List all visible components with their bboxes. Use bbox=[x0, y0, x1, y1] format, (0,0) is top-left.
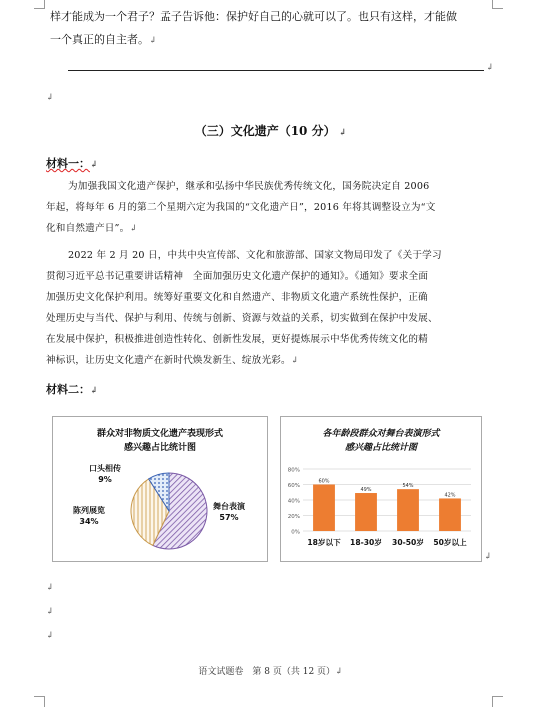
paragraph-mark: ↲ bbox=[486, 63, 494, 73]
bar-category-label: 50岁以上 bbox=[433, 538, 467, 547]
paragraph-mark: ↲ bbox=[46, 93, 54, 103]
paragraph-mark: ↲ bbox=[46, 631, 54, 641]
bar-y-tick-label: 0% bbox=[291, 529, 300, 536]
page-corner-mark bbox=[492, 0, 503, 9]
paragraph-line: 加强历史文化保护利用。统筹好重要文化和自然遗产、非物质文化遗产系统性保护，正确 bbox=[46, 292, 428, 303]
paragraph-mark: ↲ bbox=[335, 128, 347, 138]
bar-y-tick-label: 20% bbox=[287, 514, 300, 520]
paragraph-line-text: 神标识，让历史文化遗产在新时代焕发新生、绽放光彩。 bbox=[46, 355, 291, 366]
pie-label-value: 9% bbox=[98, 475, 112, 484]
pie-chart-frame bbox=[52, 416, 268, 562]
paragraph-mark: ↲ bbox=[290, 356, 299, 366]
paragraph-mark: ↲ bbox=[484, 552, 492, 562]
bar-y-tick-label: 40% bbox=[287, 498, 300, 505]
pie-label-stage bbox=[213, 501, 245, 523]
bar-value-label: 54% bbox=[402, 483, 414, 490]
paragraph-line bbox=[46, 218, 506, 240]
pie-chart bbox=[53, 417, 267, 561]
bar bbox=[313, 485, 335, 532]
answer-line bbox=[68, 70, 484, 71]
bar-value-label: 42% bbox=[444, 492, 456, 499]
material-1-paragraph-2 bbox=[46, 245, 506, 372]
material-2-label-text: 材料二： bbox=[46, 383, 90, 396]
bar-chart bbox=[281, 417, 481, 561]
paragraph-mark: ↲ bbox=[129, 224, 138, 234]
material-2-label bbox=[46, 381, 98, 397]
page-corner-mark bbox=[34, 0, 45, 9]
page-corner-mark bbox=[492, 696, 503, 707]
page-footer-text: 语文试题卷 第 8 页（共 12 页） bbox=[198, 667, 336, 677]
pie-slices bbox=[131, 473, 207, 549]
paragraph-line: 2022 年 2 月 20 日，中共中央宣传部、文化和旅游部、国家文物局印发了《关于学习 bbox=[68, 250, 442, 261]
pie-label-oral bbox=[89, 463, 121, 485]
bar bbox=[439, 498, 461, 531]
paragraph-mark: ↲ bbox=[90, 386, 98, 396]
bar-chart-frame bbox=[280, 416, 482, 562]
pie-label-name: 口头相传 bbox=[89, 464, 121, 473]
pie-label-value: 34% bbox=[79, 517, 99, 526]
paragraph-line: 处理历史与当代、保护与利用、传统与创新、资源与效益的关系，切实做到在保护中发展、 bbox=[46, 313, 438, 324]
paragraph-mark: ↲ bbox=[46, 583, 54, 593]
bar-chart-title-line: 各年龄段群众对舞台表演形式 bbox=[322, 429, 440, 439]
pie-chart-title-line: 群众对非物质文化遗产表现形式 bbox=[96, 429, 223, 439]
continued-text-line-2 bbox=[50, 33, 157, 48]
pie-label-value: 57% bbox=[219, 513, 239, 522]
bar-category-label: 30-50岁 bbox=[392, 538, 424, 547]
bar-y-tick-label: 80% bbox=[287, 467, 300, 474]
paragraph-line-text: 化和自然遗产日”。 bbox=[46, 223, 130, 234]
bar bbox=[355, 493, 377, 531]
paragraph-mark: ↲ bbox=[90, 160, 98, 170]
page-footer bbox=[0, 664, 541, 677]
paragraph-line: 年起，将每年 6 月的第二个星期六定为我国的“文化遗产日”，2016 年将其调整设立为“文 bbox=[46, 202, 436, 213]
pie-label-exhibition bbox=[73, 505, 105, 527]
pie-label-name: 陈列展览 bbox=[73, 506, 105, 515]
paragraph-line: 为加强我国文化遗产保护，继承和弘扬中华民族优秀传统文化，国务院决定自 2006 bbox=[68, 181, 430, 192]
material-1-label-text: 材料一： bbox=[46, 157, 90, 170]
continued-text-line-1: 样才能成为一个君子？孟子告诉他：保护好自己的心就可以了。也只有这样，才能做 bbox=[50, 10, 457, 23]
paragraph-mark: ↲ bbox=[149, 36, 157, 46]
material-1-paragraph-1 bbox=[46, 176, 506, 240]
bar-category-label: 18-30岁 bbox=[350, 538, 382, 547]
page-corner-mark bbox=[34, 696, 45, 707]
bar-value-label: 60% bbox=[318, 478, 330, 485]
bar-category-label: 18岁以下 bbox=[307, 538, 341, 547]
paragraph-mark: ↲ bbox=[335, 667, 343, 677]
paragraph-line bbox=[46, 350, 506, 372]
paragraph-mark: ↲ bbox=[46, 607, 54, 617]
pie-chart-title-line: 感兴趣占比统计图 bbox=[123, 443, 196, 453]
pie-label-name: 舞台表演 bbox=[213, 502, 245, 511]
section-title bbox=[0, 122, 541, 139]
bar-y-tick-label: 60% bbox=[287, 483, 300, 489]
continued-text-line-2-text: 一个真正的自主者。 bbox=[50, 33, 149, 46]
bar bbox=[397, 489, 419, 531]
bar-value-label: 49% bbox=[360, 487, 372, 494]
material-1-label bbox=[46, 155, 98, 171]
section-title-text: （三）文化遗产（10 分） bbox=[194, 124, 336, 138]
paragraph-line: 在发展中保护，积极推进创造性转化、创新性发展，更好提炼展示中华优秀传统文化的精 bbox=[46, 334, 428, 345]
paragraph-line: 贯彻习近平总书记重要讲话精神 全面加强历史文化遗产保护的通知》。《通知》要求全面 bbox=[46, 271, 429, 282]
bar-chart-title-line: 感兴趣占比统计图 bbox=[344, 443, 417, 453]
